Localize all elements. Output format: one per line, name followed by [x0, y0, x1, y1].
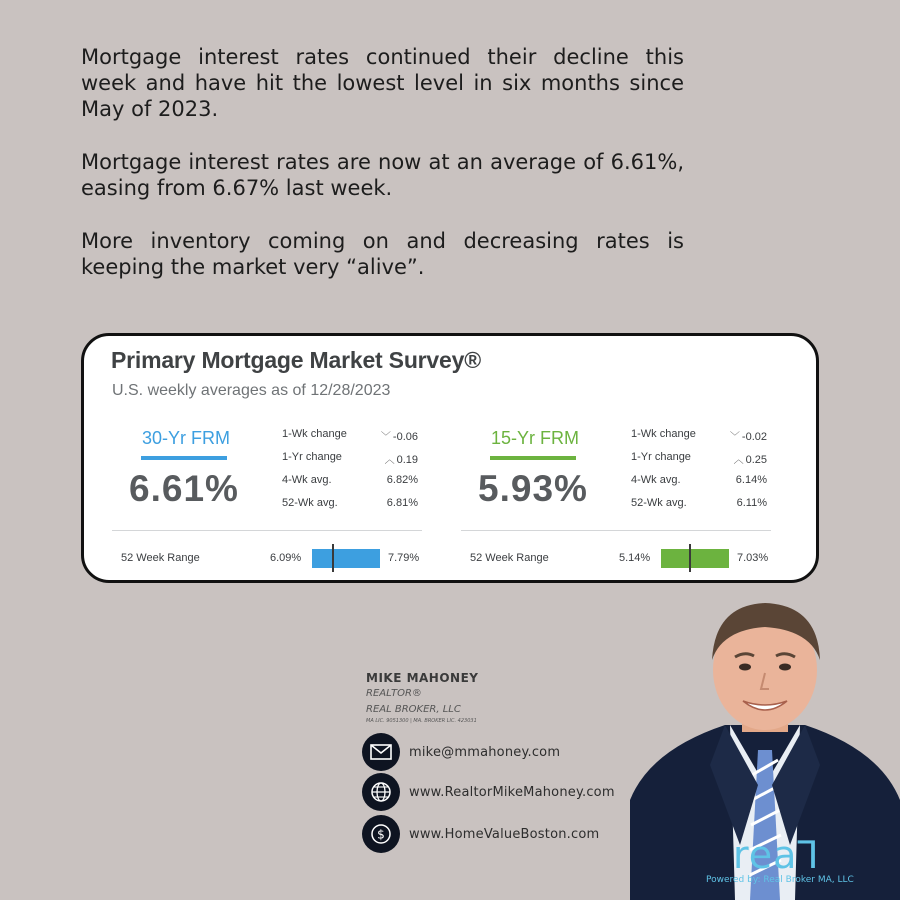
frm30-fifty-two-wk: 6.81% [386, 497, 418, 509]
divider [461, 530, 771, 531]
frm30-underline [141, 456, 227, 460]
globe-icon [362, 773, 400, 811]
frm30-name: 30-Yr FRM [141, 428, 230, 448]
real-logo: reaꓶ [733, 833, 820, 877]
range-label: 52 Week Range [121, 552, 200, 564]
mortgage-survey-card [81, 333, 819, 583]
frm15-rate: 5.93% [478, 468, 588, 509]
website1-contact[interactable] [362, 773, 615, 811]
fifty-two-wk-label: 52-Wk avg. [282, 497, 338, 509]
powered-by-text: Powered by: Real Broker MA, LLC [706, 875, 854, 885]
frm15-name: 15-Yr FRM [490, 428, 579, 448]
yr-change-label: 1-Yr change [631, 451, 691, 463]
frm30-rate: 6.61% [129, 468, 239, 509]
frm15-panel [461, 424, 771, 574]
frm30-panel [112, 424, 422, 574]
frm15-fifty-two-wk: 6.11% [736, 497, 767, 509]
intro-paragraph-1: Mortgage interest rates continued their decline this week and have hit the lowest level in six months since May of 2023. [81, 45, 684, 121]
frm15-range-bar [661, 549, 729, 568]
email-contact[interactable] [362, 733, 560, 771]
fifty-two-wk-label: 52-Wk avg. [631, 497, 687, 509]
frm30-range-marker [332, 544, 334, 572]
survey-subtitle: U.S. weekly averages as of 12/28/2023 [112, 382, 391, 399]
website2-link[interactable]: www.HomeValueBoston.com [409, 826, 600, 842]
envelope-icon [362, 733, 400, 771]
frm15-yr-change: 0.25 [745, 454, 767, 466]
wk-change-label: 1-Wk change [631, 428, 696, 440]
frm30-range-high: 7.79% [388, 552, 420, 564]
agent-title: REALTOR® [366, 688, 422, 699]
frm30-range-bar [312, 549, 380, 568]
chevron-up-icon: ︿ [384, 455, 395, 466]
frm30-stats [282, 428, 418, 520]
range-label: 52 Week Range [470, 552, 549, 564]
frm15-four-wk: 6.14% [735, 474, 767, 486]
website1-link[interactable]: www.RealtorMikeMahoney.com [409, 784, 615, 800]
frm15-underline [490, 456, 576, 460]
frm15-range-marker [689, 544, 691, 572]
agent-name: MIKE MAHONEY [366, 671, 479, 685]
frm30-four-wk: 6.82% [386, 474, 418, 486]
divider [112, 530, 422, 531]
chevron-down-icon: ﹀ [729, 432, 740, 443]
dollar-icon [362, 815, 400, 853]
four-wk-label: 4-Wk avg. [631, 474, 681, 486]
agent-license: MA LIC. 9051300 | MA. BROKER LIC. 423031 [366, 718, 477, 724]
chevron-down-icon: ﹀ [380, 432, 391, 443]
svg-text:$: $ [377, 827, 385, 842]
yr-change-label: 1-Yr change [282, 451, 342, 463]
frm15-stats [631, 428, 767, 520]
chevron-up-icon: ︿ [733, 455, 744, 466]
survey-title: Primary Mortgage Market Survey® [111, 347, 481, 373]
frm30-wk-change: -0.06 [392, 431, 418, 443]
frm30-yr-change: 0.19 [396, 454, 418, 466]
frm15-range-high: 7.03% [737, 552, 769, 564]
four-wk-label: 4-Wk avg. [282, 474, 332, 486]
intro-text [81, 44, 684, 307]
intro-paragraph-2: Mortgage interest rates are now at an average of 6.61%, easing from 6.67% last week. [81, 150, 684, 200]
website2-contact[interactable] [362, 815, 599, 853]
frm15-wk-change: -0.02 [741, 431, 767, 443]
email-link[interactable]: mike@mmahoney.com [409, 744, 561, 760]
frm30-range-low: 6.09% [270, 552, 302, 564]
agent-brokerage: REAL BROKER, LLC [366, 704, 461, 715]
intro-paragraph-3: More inventory coming on and decreasing rates is keeping the market very “alive”. [81, 229, 684, 279]
frm15-range-low: 5.14% [619, 552, 651, 564]
wk-change-label: 1-Wk change [282, 428, 347, 440]
